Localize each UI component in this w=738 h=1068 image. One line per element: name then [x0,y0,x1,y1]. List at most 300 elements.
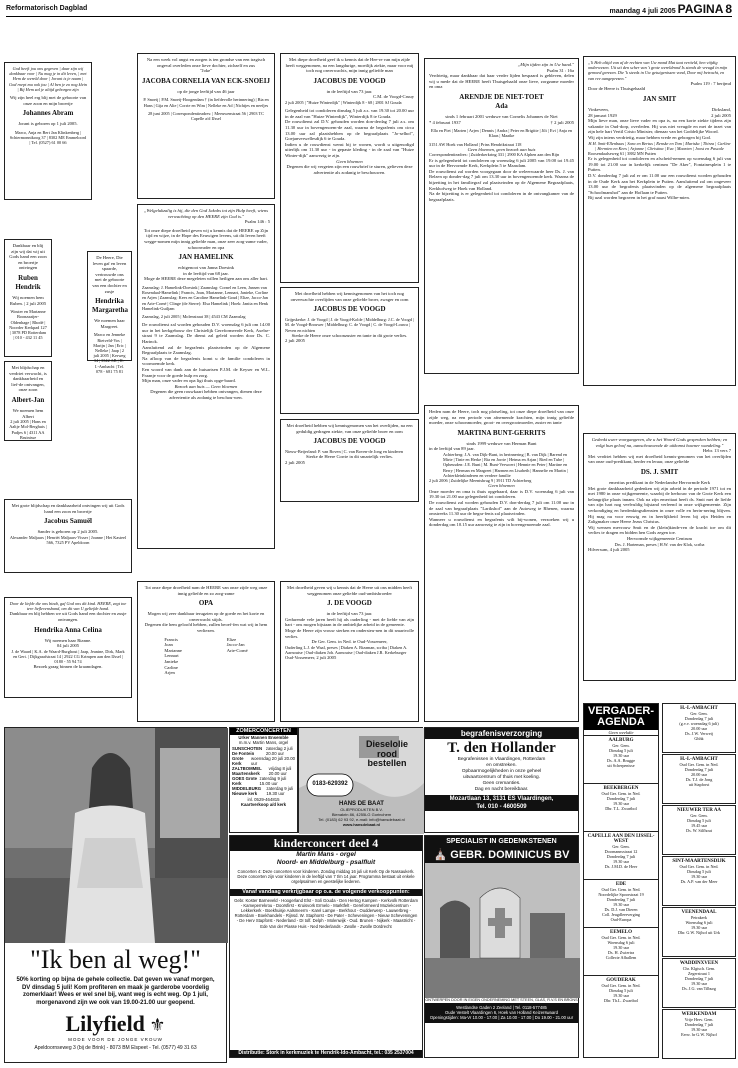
birth-date: Sander is geboren op 2 juli 2005. [37,529,99,535]
lilyfield-brand: Lilyfield [65,1011,145,1036]
agenda-line: Ds. H. Zwiertra [607,950,635,955]
burial-text: Aansluitend zal de begrafenis plaatsvinden op de Algemene Begraafplaats te Zaamslag. [142,344,270,356]
agenda-item [662,1009,736,1059]
agenda-line: 20.00 uur [690,772,708,777]
deceased-name: JACOBUS DE VOOGD [313,76,386,85]
grandchild-name: Lennart [164,653,179,659]
agenda-place: WERKENDAM [681,1012,717,1017]
grandchildren-list [142,637,270,676]
prayer-text: Moge de HEERE deze megeleten willen heiligen aan ons aller hart. [143,276,269,282]
concert-place: GOES Grote Kerk [232,776,258,786]
names-left [164,637,182,676]
deceased-name: JACOBA CORNELIA VAN ECK-SNOEIJ [142,76,270,85]
birth-note: We noemen hem Albert [12,407,44,419]
grandchild-name: Carline [164,664,178,670]
address: Wouter en Marianne Boonzaaijer-Oldenhage | Rhodé | Noorder Kerkpad 127 | 3078 PD Rotterdam | 010 - 432 11 45 [9,309,47,341]
agenda-line: Oud Ger. Gem. in Ned. [601,983,641,988]
date: 2 juli 2005 [285,338,305,344]
deceased-name: JACOBUS DE VOOGD [313,437,386,446]
obituary-opa [137,581,275,722]
agenda-place: BEEKBERGEN [603,786,639,791]
child-name: Johannes Abram [22,109,74,118]
agenda-line: Ds. A.P. van der Meer [680,879,718,884]
lily-icon: ⚜ [149,1015,166,1035]
obituary-martina-bunt [424,405,579,722]
intro-text: Dankbaar en blij zijn wij dat wij uit Gods hand een zoon en broertje ontvingen [9,243,47,271]
agenda-item [662,805,736,855]
concert-date: zaterdag 2 juli 20.00 uur [265,746,293,756]
date: 2 juli 2005 [285,459,305,465]
birth-date: Wij noemen hem Ruben. | 2 juli 2005 [9,294,47,306]
kinder-footer: Distributie: Stork in kerkmuziek te Hendrik-Ido-Ambacht, tel.: 035 2537004 [230,1050,422,1057]
grandchild-name: Jacco-Jan [226,642,245,648]
agenda-line: Donderdag 7 juli [684,976,714,981]
dominicus-name-row [425,848,578,863]
agenda-line: 19.30 uur [690,874,708,879]
born-date: * 4 februari 1937 [429,119,461,125]
after-text: Na de bijzetting is er gelegenheid tot condoleren in de ontvangkamer van de begraafplaats. [429,191,574,202]
agenda-line: Chr. Klgtsch. Gem. [682,966,716,971]
signatories: Ouderling L.J. de Waal, preses | Diaken A. Bizaman, scriba | Diaken A. Aarnoutse | Oud-diaken Joh. Aarnoutse | Oud-diaken J.R. Kerkeburger [285,644,408,655]
poem: God heeft jou ons gegeven | daar zijn wij dankbaar voor | Nu mag je in dit leven, | met Hem de wereld door | Jorant is je naam | God roept mu ook jou | Al ben je zo nog klein | Bij Hem zal je altijd geborgen zijn [9,66,87,92]
newspaper-name: Reformatorisch Dagblad [6,5,88,12]
dominicus-footer [425,1003,578,1023]
agenda-line: uit Stapforst [688,782,710,787]
signature: C.M. de Voogd-Cruuy [373,94,414,100]
visit-note: Geen bloemen [336,158,363,164]
family-list: H.H. Smit-Ellenbaas | Sara en Bertus | Renske en Tom | Mariska | Thirza | Carline | Hermien en Kees | Arjanne | Christina | Eva | Maarten | Joost en Pascale [588,140,731,151]
hollander-phone: Tel. 010 - 4600509 [425,804,578,811]
service-text: De rouwdienst zal worden gehouden D.V. don-derdag 7 juli om 11.00 uur in de zaal van begraafplaats "Larikshof" aan de Autoweg te Rhenen, waarna omstreeks 11.30 uur de begra-fenis zal plaatsvinden. [429,499,574,517]
service-text: De rouwdienst zal D.V. gehouden worden don-derdag 7 juli a.s. om 11.30 uur in bovengenoem-de zaal, waarna de begrafenis om circa 13.00 uur zal plaatshebben op de begraafplaats "Jo-selhof", Goejanverwellesdijk 6 te Gouda. [285,119,414,142]
agenda-line: Noordelijke Spoorstraat 19 [598,892,644,897]
agenda-line: Oud Ger. Gem. in Ned. [601,791,641,796]
family-list: Ella en Piet | Marten | Arjen | Dennis | Andra | Peter en Brigitte | Jilt | Evi | Anja en Klaas | Maaike [430,128,573,139]
hollander-address: Mozartlaan 13, 3131 ES Vlaardingen, [425,795,578,804]
hollander-line: en omstreken. [486,763,517,768]
deceased-name: ARENDJE DE NIET-TOET [459,92,544,101]
birth-note: Wij noemen haar Rianne. [44,637,92,643]
birth-announcement-albert-jan [4,361,52,441]
poem: Door de liefde die ons bindt, gaf God ons dit kind. HEERE, zegt toe tere lieflevensband, om dit van U geliefde hand. [9,601,127,612]
agenda-place: GOUDERAK [606,978,636,983]
agenda-line: Donderdag 7 juli [606,854,636,859]
address: 2 juli 2005 | Hans en Aaltje Mol-Berghuis | Padjes 6 | 4311 AA Bruinisse [9,419,47,440]
intro-text: Tot onze diepe droefheid nam de HEERE van onze zijde weg onze innig geliefde en zo zorg-zame [144,585,268,596]
agenda-line: Ds. T.J. de Jong [685,777,713,782]
birth-date: 28 januari 1929 [588,112,617,118]
agenda-item [662,703,736,753]
agenda-left-list [584,735,658,1023]
deceased-name: JACOBUS DE VOOGD [313,305,386,314]
concert-row [232,756,295,766]
poem: Gedenkt uwer voorgangeren, die u het Woord Gods gesproken hebben; en volgt hun geloof na, aanschouwende de uitkomst huwner wandeling." [591,437,728,448]
dominicus-photo [425,863,580,998]
agenda-line: Ds. J.G. van Tilburg [682,986,716,991]
spouse-text: echtgenoot van Janna Doesink [177,265,234,271]
agenda-title-1: VERGADER- [587,705,654,717]
diesel-phone: 0183-629392 [312,781,348,787]
agenda-line: Ger. Gem. [612,844,630,849]
agenda-line: Eerw. hr G.W. Nijhof [681,1032,717,1037]
intro-text: Door de Heere is Thuisgehaald [588,86,646,92]
address: Marco en Jenneke Rietveld-Vos | Marijn | Jan | Eric | Nelleke | Jaap | 2 juli 2005 | Kerweg 34 | 3342 AB | H.-I.-Ambacht | Tel. 078 - 681 75 81 [93,332,126,374]
body-text-2: Wij zijn intens verdrietig, maar hebben vrede en geborgen bij God. [588,134,711,140]
poem: „Welgelukzalig is hij, die den God Jakobs tot zijn Hulp heeft, wiens verwachting op den HEERE zijn God is." [144,208,268,219]
zomer-subtitle: Urker Mannen Ensemble [238,735,289,740]
agenda-line: Doornannsstraat 12 [604,849,638,854]
agenda-line: (g.v.v. woensdag 6 juli) [679,721,719,726]
agenda-line: Oud Ger. Gem. in Ned. [679,864,719,869]
birth-announcement-hendrika-anna [4,597,132,698]
address: 2 juli 2006 | Zuidelijke Meentsbrug 9 | 3911 TD Achterberg [429,477,532,483]
footer-note: Degenen die wij vergeten zijn een rouwbrief te sturen, gelieven deze advertentie als zodanig te beschouwen. [286,164,413,175]
ad-kinderconcert [229,835,423,1058]
church-name: De Ger. Gem. in Ned. te Oud-Vossemeer, [311,639,388,645]
church-name: Hervormde wijkgemeente Centrum [626,535,693,541]
page-number: 8 [725,2,732,16]
age-text: in de leeftijd van 73 jaar. [326,88,373,94]
agenda-line: 19.30 uur [612,945,630,950]
signatories: Drs. J. Harteman, preses | H.W. van der Klok, scriba [614,541,705,547]
correspondence-address: Correspondentieadres: | Zuiderkerkring 331 | 2900 KA Alphen aan den Rijn [429,152,560,158]
kinder-body: Concerten 4: Deze concerten voor kinderen. Zondag middag 16 juli uit Kerk Op de Nassaukerk. Deze concerten zijn voor kinderen in de leeftijd van 7 t/m 14 jaar. Programma bestaat uit enkele orgelpsalmen en geestelijke liederen. [237,869,415,885]
diesel-title-2: rood [377,748,397,759]
condolence-text: Er is gelegenheid tot condoleren op woensdag 6 juli 2005 van 19.00 tot 19.45 uur in de Hervormde Kerk, Kerkplein 5 te Maasdam. [429,157,574,169]
grandchild-name: Francis [164,636,178,642]
dominicus-name: GEBR. DOMINICUS BV [450,849,570,861]
agenda-line: Dhr. T.L. Zwartbol [605,806,637,811]
age-text: op de jonge leeftijd van 46 jaar [177,88,235,94]
lilyfield-body: 50% korting op bijna de gehele collectie. Dat geven we vanaf morgen, DV dinsdag 5 juli! Kom profiteren en maak je garderobe voordelig zomerklaar! Wees er wel snel bij, want weg is echt weg. Op 1 juli, morgenavond zijn we ook van 19.00-21.00 uur geopend. [16,977,215,1006]
agenda-place: EEMELO [610,930,632,935]
zomer-footer: Kaartverkoop a/d kerk [240,802,287,807]
agenda-place: AALBURG [608,738,634,743]
child-name: Albert-Jan [11,395,45,404]
zomer-info: inl. 0529-464815 [247,797,280,802]
attend-text: Wanneer u rouwdienst en begrafenis wilt bij-wonen, verzoeken wij u donderdag om 10.15 uur aanwezig te zijn in bovengenoemde zaal. [429,516,574,528]
concert-place: SUNSCHOTEN De Fontein [232,746,263,756]
intro-text: Tot onze diepe droefheid geven wij u kennis dat de HEERE op Zijn tijd en wijze, in de Hope des Eeuwigen levens, uit dit leven heeft wegge-nomen mijn innig geliefde man, onze zeer zorg-zame vader, schoonvader en opa [143,227,269,250]
concert-date: woensdag 20 juli 20.00 uur [251,756,295,766]
family-list: Zaamslag: J. Hamelink-Doesink | Zaamslag: Cornel en Leen, Jansen van Rosendaal-Hamelink | Francis, Joan, Marianne, Lennart, Janieke, Corline en Arjen | Zaamslag: Kees en Caroline Hamelink-Goud | Elize, Jacco-Jan en Arie-Corné | Clinge (de Sterre): Elsa Hamelink | Hoek: Janita en Henk Hamelink-Guiljam [142,284,269,311]
agenda-item [662,907,736,957]
condolence-text: Gelegenheid tot condoleren dinsdag 5 juli a.s. van 19.30 tot 20.00 uur in de zaal van "Huize Winterdijk", Winterdijk 8 te Gouda. [285,108,414,119]
agenda-place: H.-I.-AMBACHT [680,706,718,711]
death-place: Dirksland, [711,107,731,112]
lilyfield-logo [5,1011,226,1042]
intro-text: Met verdriet hebben wij met droefheid kennis-genomen van het overlijden van onze oud-predikant, herder en leraar, onze geliefde [588,453,731,465]
kinder-shops: Gebr. Koster Barneveld - Hoogerland Elst - Soli Gouda - Den Hertog Kampen - Kerkvolk Rotterdam - Kameperrekrou - Doorsfirst - Kruisvork Ermelo - Marktfelt - Gereformeerd Muziekcentrum - Lekkerkerk - Boekhuisje Aalsmeerm - Karel Lampe - Berkhout - Oudderwerp - Lauwerbreg - Rotterdam - Boekhandels - Rijnsd. W. Staphorst - De Pater - Scheveningen - Nieuw Scheveningen - De Herv Stapforst - Nederland - DI tolf. Delph - Molenwijk - Oud. Brunen - Nijkerk - Maastricht - Ede Van der Plasse Huis - Ned Nederlands - Zwolle - Zwolle Dordrecht [234,897,418,929]
condolence-text: Na afloop van de begrafenis komt u de familie condoleren in voornoemde kerk. [142,355,270,367]
agenda-line: 19.30 uur [612,859,630,864]
agenda-line: 19.30 uur [690,981,708,986]
agenda-line: 19.30 uur [612,902,630,907]
body-text: Gedurende vele jaren heeft hij als ouderling - met de liefde van zijn hart - ons mogen bijstaan in de ambtelijke arbeid in de gemeente. [285,616,414,628]
address: J. de Waard | K.A. de Waard-Burghout | Jaap, Jeanine, Dirk, Mark en Gert. | Dijkgraafstraat 14 | 2922 CG Krimpen aan den IJssel | 0180 - 55 94 74 [11,648,125,665]
agenda-line: Dinsdag 5 juli [687,869,711,874]
page-label: PAGINA [677,2,724,16]
agenda-line: 19.30 uur [612,993,630,998]
body-text: Sterke de Heere onze schoonzuster en tante in dit grote verlies. [291,332,408,338]
obituary-j-de-voogd-church [280,581,419,722]
body-text: Mijn lieve man, onze lieve vader en opa is, na een korte ziekte tijdens zijn vakantie in Oud-dorp, overleden. Hij was niet vreugde en met de inzet van zijn hele hart Vertil Cristo Minister, dienaar van het Goddelijke Woord. [588,118,731,135]
agenda-place: VEENENDAAL [681,910,717,915]
dominicus-address-2: Oude Vestelt Vlaardingen 6, Hoek van Holland Keizerswaard [445,1010,558,1016]
hollander-line: Opbaarmogelijkheden in onze geheel [461,769,542,774]
gravestone-icon: ⛪ [433,849,448,861]
concert-date: vrijdag 8 juli 20.00 uur [268,766,292,776]
family-list: Grijpskerke: J. de Voogd | J. de Voogd-Kolde | Middelburg: J.C. de Voogd | M. de Voogd-Brouwer | Middelburg: C. de Voogd | C. de Voogd-Louwa | Neven en nichten [285,317,414,333]
hollander-line: Geen cremanties. [482,781,521,786]
child-name: Hendrika Margaretha [92,297,129,315]
service-text: De rouwdienst zal worden voorgegaan door de weleerwaarde heer Ds. J. van Belzen op donder-dag 7 juli om 13.30 uur in bovengenoemde kerk. Waarna de bijzetting in het familiegraf zal plaatsvinden op de Algemene Begraafplaats, Kerkhofweg te Hoek van Holland. [429,168,574,191]
kinder-sale-banner: Vanaf vandaag verkrijgbaar op o.a. de volgende verkooppunten: [230,889,422,896]
agenda-line: Zegerstraat 1 [688,971,710,976]
agenda-line: Ger. Gem. [612,743,630,748]
agenda-line: Woensdag 6 juli [607,940,635,945]
agenda-line: Dinsdag 5 juli [609,988,633,993]
condolence-text: Er is gelegenheid tot condoleren en afscheid-nemen op woensdag 6 juli van 19.00 tot 21.00 uur in kerkelijk centrum "De Aker", Fontainesplein 1 te Putten. [588,156,731,173]
obituary-jan-smit-family [583,56,736,386]
deceased-name: JAN SMIT [642,95,677,103]
address: Zaamslag, 2 juli 2005 | Molenstraat 38 | 4543 CM Zaamslag [142,313,246,319]
bible-reference: Psalm 119 : 7 berijmd [690,80,731,86]
intro-text: Verdrietig, maar dankbaar dat haar verder lijden bespaard is gebleven, delen wij u mede dat de HEERE heeft Thuisgehaald onze lieve, zorgzame moeder en oma [429,73,574,90]
deceased-name: MARTINA BUNT-GERRITS [457,428,546,437]
agenda-line: 19.30 uur [612,753,630,758]
hollander-lines [425,757,578,793]
agenda-item [584,975,658,1023]
agenda-line: Ds. D.J. van Dieren [604,907,638,912]
agenda-line: Ds. A.A. Brugge [606,758,636,763]
hollander-top: begrafenisverzorging [425,728,578,739]
dates-row [588,107,731,118]
visit-note: Geen bloemen, geen bezoek aan huis [467,146,536,152]
lilyfield-headline: "Ik ben al weg!" [30,945,201,974]
intro-text: Na een week vol angst en zorgen is ten grondse van een tragisch ongeval overleden onze lieve dochter, zichzelf en zus [146,57,266,68]
deceased-name: J. DE VOOGD [327,599,372,608]
concert-place: MIDDELBURG Nieuwe kerk [232,786,262,796]
body-text-2: Moge de Heere zijn vrouw sterken en ondersteu-nen in dit smartvolle verlies. [285,627,414,639]
husband-text: sinds 1 februari 2001 weduwe van Cornelis Johannes de Niet [445,113,558,119]
intro-text: Wij zijn heel erg blij met de geboorte van onze zoon en mijn broertje [9,95,87,106]
grandchild-name: Arjen [164,670,175,676]
agenda-place: SINT-MAARTENSDIJK [672,859,726,864]
poem: „Mijn tijden zijn in Uw hand." [517,62,574,67]
service-text: D.V. donderdag 7 juli zal er om 11.00 uur een rouwdienst worden gehouden in de Oude Kerk aan het Kerkplein te Putten. Aansluitend zal om ongeveer 13.00 uur de begrafenis plaatsvinden op de algemene begraafplaats "Schoolmanshof" aan de Hoflaan te Putten. [588,172,731,195]
diesel-website: www.hansdebaat.nl [342,822,381,827]
birth-place: Vinkeveen, [588,107,609,112]
concert-date: zaterdag 9 juli 19.30 uur [266,786,294,796]
death-block [711,107,731,118]
dominicus-caption: ONTWERPEN DOOR IN EIGEN ONDERNEMING MET STEEN, GLAS, R.V.S EN BRONS [425,998,578,1002]
burial-note: Bij uzal worden begraven in het graf naast Wilhe-mien. [588,195,690,201]
attend-text: Indien u de rouwdienst wenst bij te wonen, wordt u uitgenodigd uiterlijk om 11.30 uur - in gepaste kleding - in de zaal van "Huize Winter-dijk" aanwezig te zijn. [285,141,414,158]
intro-text: Met grote blijdschap en dankbaarheid ontvingen wij uit Gods hand een zoon en broertje [11,503,125,514]
agenda-line: Ds. J.M.D. de Heer [604,864,638,869]
agenda-line: Collecte Afhallem [605,955,637,960]
obituary-jacobus-de-voogd-brother [280,287,419,414]
agenda-line: Ger. Gem. [690,711,708,716]
thanks-text: Een woord van dank aan de huisartsen P.J.M. de Keyser en W.L. Fraanje voor de goede hulp en zorg. [142,366,270,378]
dominicus-hours: Openingstijden: Ma-Vr 10.00 - 17.00 | Za 10.00 - 17.00 | Do 19.00 - 21.00 uur [429,1015,574,1021]
agenda-line: Dinsdag 5 juli [609,748,633,753]
diesel-contact: Tel. (0183) 62 93 92, e-mail: info@hansdebaat.nl [318,817,405,822]
agenda-line: Oud Ger. Gem. in Ned. [679,762,719,767]
agenda-item [662,958,736,1008]
address: Alexander Maljaars | Henriët Maljaars-Visser | Joanne | Het Kasteel 566, 7325 PV Apeldoorn [9,534,127,545]
deceased-name: OPA [198,599,214,608]
age-text: in de leeftijd van 89 jaar. [429,446,475,452]
intro-text: Met diepe droefheid geef ik u kennis dat de Hee-re van mijn zijde heeft weggenomen, na een langdurige, moeilijk ziekte, maar voor mij toch nog onverwachts, mijn innig geliefde man [285,57,414,74]
ad-den-hollander [424,727,579,833]
intro-text: Dankbaar en blij hebben we uit Gods hand een dochter en zusje ontvangen. [9,611,127,622]
agenda-line: Dhr. Th.L. Zwartbol [604,998,638,1003]
concert-row [232,766,295,776]
concert-row [232,746,295,756]
agenda-line: Dhr. G.W. Nijhof uit Urk [677,930,721,935]
nickname: Ada [495,101,508,110]
agenda-line: uit Scherpenisse [607,763,635,768]
diesel-company-name: HANS DE BAAT [339,801,384,807]
obituary-ds-j-smit [583,433,736,681]
obituary-jacobus-de-voogd-boven [280,419,419,502]
grandchild-name: Janieke [164,658,179,664]
kinder-subtitle-2: Noord- en Middelburg - psalfluit [276,859,376,866]
agenda-line: Donderdag 7 juli [684,767,714,772]
body-text-2: Wij wensen mevrouw Smit en de (klein)kinde-ren de kracht toe om dit verlies te dragen en bidden hen Gods zegen toe. [588,524,731,536]
page-header [6,2,732,17]
birth-date: 04 juli 2005 [56,643,80,649]
ad-lilyfield [4,727,227,1063]
body-text-2: Degenen die hem geloofd hebben, zullen beoef-fen wat wij in hem verliezen. [144,622,268,633]
intro-text: Heden nam de Heere, toch nog plotseling, tot onze diepe droefheid van onze zijde weg, na een periode van afnemende krachten, mijn innig geliefde moeder, onze schoonmoeder, groot- en overgrootmoeder, zuster en tante [429,409,574,426]
intro-text: Met blijdschap en verdriet verwacht, is dankbaarheid en lief-de ontvangen, onze zoon [9,365,47,393]
agenda-place: WADDINXVEEN [679,961,719,966]
poem: „'k Heb altijd van af de rechten van Uw mond Mat taat vertield, hen viijdig onderwezen. Uit uti den scher van 't grote wereldrond Is steeds de vreugd in mijn gemoed gerezen. Die 'k steeds in Uw getuigenissen vond, Door mij betracht, en van ree aangeprezen." [588,60,728,81]
agenda-line: Coll. Jeugdleerverging [601,912,641,917]
deceased-name: DS. J. SMIT [640,467,679,476]
role-text: emeritus predikant in de Nederlandse Hervormde Kerk [608,479,711,485]
diesel-title-3: bestellen [367,758,407,768]
agenda-item [584,927,658,975]
obituary-jan-hamelink [137,204,275,549]
died-date: † 2 juli 2005 [550,119,574,125]
agenda-place: EDE [615,882,627,887]
agenda-line: 20.00 uur [690,726,708,731]
dominicus-top: SPECIALIST IN GEDENKSTENEN [425,836,578,848]
agenda-line: Dinsdag 5 juli [687,818,711,823]
agenda-place: NIEUWER TER AA [676,808,722,813]
ad-dominicus [424,835,579,1058]
agenda-line: 19.30 uur [690,925,708,930]
concert-place: ZALTBOMMEL Maartenskerk [232,766,262,776]
concert-row [232,786,295,796]
intro-text: Met droefheid geven wij u kennis dat de Heere uit ons midden heeft weggenomen onze geliefde oud-ambtsbroeder [286,585,412,596]
body-text: Mogen wij zeer dankbaar terugzien op de goede en het korte en onverwacht stijds. [147,611,265,622]
agenda-line: 19.30 uur [690,1027,708,1032]
agenda-line: Ds. J.W. Verweij [684,731,714,736]
hollander-line: uitvaartcentrum of thuis met koeling. [462,775,541,780]
husband-text: sinds 1999 weduwe van Herman Bunt [466,440,537,446]
birth-announcement-hendrika-margaretha [87,251,132,374]
agenda-item [584,783,658,831]
zomer-organist: m.m.v. Martin Mans, orgel [238,740,289,745]
agenda-right-list [662,703,736,1058]
agenda-item [662,856,736,906]
intro-text: De Heere, Die leven gaf en leven spaarde, vertrouwde ons met de geboorte van een dochter en zusje [92,255,127,294]
family-list: P. Snoeij | P.M. Snoeij-Hoogendam † (in liefdevolle herinnering) | Bia en Hans | Gija en Alie | Corrie en Wim | Nelleke en Ad | Nichtjes en neefjes [143,97,269,108]
concert-date: zaterdag 9 juli 15.00 uur [259,776,287,786]
agenda-line: Ger. Gem. [690,813,708,818]
body-text: Sterke de Heere Corrie in dit smartelijk verlies. [306,454,393,460]
agenda-line: Petrakerk [690,915,708,920]
page-date: maandag 4 juli 2005 [609,8,676,15]
concert-place: Grote Kerk [232,756,244,766]
agenda-line: Vrije Herv. Gem. [684,1017,714,1022]
agenda-item [584,879,658,927]
address: Marco, Anja en Bert Jan Klinkenberg | Schiermonnikoog 37 | 8302 ME Emmeloord | Tel. (0527) 61 00 66 [9,129,87,146]
ad-zomerconcerten [229,727,298,833]
child-name: Jacobus Samuël [43,517,93,526]
agenda-line: Oud-Europa [610,917,632,922]
condolence-text: Onze moeder en oma is thuis opgebaard, daar is D.V. woensdag 6 juli van 19.30 tot 21.00 uur gelegenheid tot condoleren. [429,488,574,500]
visit-note: Geen bloemen [488,483,515,489]
agenda-place: CAPELLE AAN DEN IJSSEL-WEST [587,834,655,844]
names-right [227,637,248,676]
agenda-title-2: AGENDA [597,716,645,728]
address: Roosendaalseweg 61 | 3882 MN Putten [588,150,656,156]
hollander-line: Begrafenissen in Vlaardingen, Rotterdam [457,757,546,762]
agenda-place: H.-I.-AMBACHT [680,757,718,762]
agenda-line: Donderdag 7 juli [684,1022,714,1027]
dominicus-address: Westlandse Gaden 2 Zeeland | Tel. 0118-577485 [456,1005,547,1010]
agenda-line: Ds. W. Silfhout [686,828,712,833]
kinder-title: kinderconcert deel 4 [230,836,422,851]
visit-note: Bezoek aan huis — Geen bloemen [174,383,238,389]
nickname: "Joke" [199,68,213,74]
obituary-arendje-de-niet [424,58,579,374]
grandchild-name: Arie-Corné [226,647,248,653]
grandchild-name: Elize [226,636,237,642]
birth-date: Jorant is geboren op 1 juli 2005. [18,121,78,127]
date: Hilversum, 4 juli 2005 [588,546,630,552]
agenda-subtitle: Geen weekdie [608,730,634,735]
lying-text: Mijn man, onze vader en opa ligt thuis opge-baard. [142,378,236,384]
agenda-item [584,831,658,879]
address: 3151 AW Hoek van Holland | Prins Hendrikstraat 118 [429,141,522,147]
footer-date: Oud-Vossemeer, 2 juli 2005 [285,655,337,661]
agenda-item [662,754,736,804]
diesel-headline [351,740,423,769]
agenda-line: Donderdag 7 juli [684,716,714,721]
bible-reference: Psalm 31 : 16a [546,67,574,73]
grandchild-name: Joan [164,642,173,648]
lilyfield-photo [5,728,228,943]
hollander-name: T. den Hollander [447,740,556,756]
age-text: in de leeftijd van 73 jaar. [326,611,373,617]
service-text: De rouwdienst zal worden gehouden D.V. woensdag 6 juli om 14.00 uur in het kerkgebouw der Christelijk Gereformeerde Kerk, Axelse-straat 9 te Zaamslag. De dienst zal geleid worden door Ds. C. Harinck. [142,322,270,344]
meeting-agenda [583,703,659,1058]
deceased-name: JAN HAMELINK [178,253,234,262]
agenda-line: 19.30 uur [612,801,630,806]
agenda-line: Oud Ger. Gem. in Ned. [601,887,641,892]
family-list: Achterberg: J.A. van Dijk-Bunt, in herinnering | B. van Dijk | Barend en Mirte | Tinie en Herke | Ria en Jorrie | Hetma en Arjan | Ried en Tube | Opheusden: J.E. Bunt | M. Bunt-Verwoert | Hennie en Peter | Martine en Berry | Herman en Margreet | Harmen en Lisabeth | Hannelie en Martin | Achterkleinkinderen en verdere familie [443,451,568,478]
birth-announcement-johannes [4,62,92,200]
obituary-jacobus-de-voogd-wife [280,53,419,283]
birth-block [588,107,617,118]
